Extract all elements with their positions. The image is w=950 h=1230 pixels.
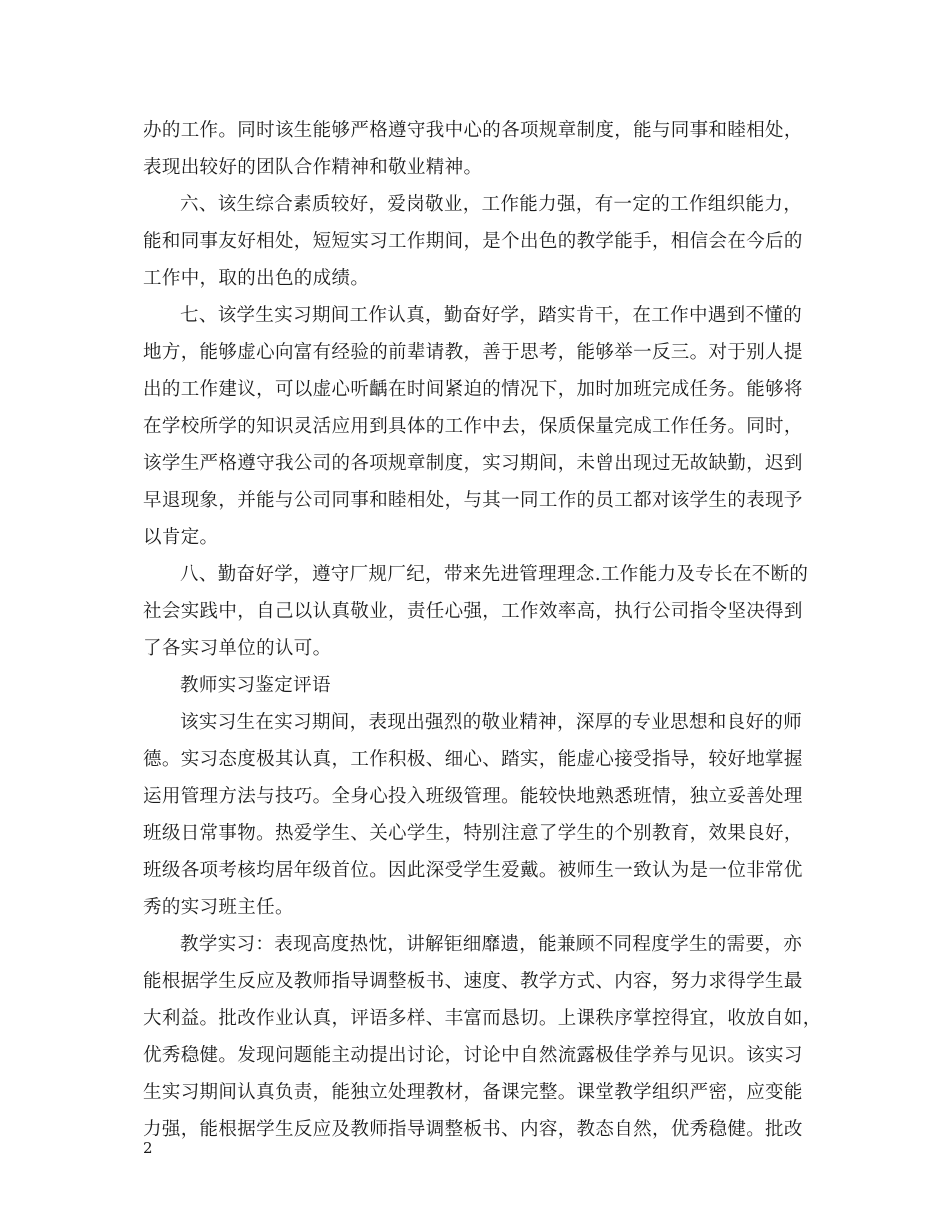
text-line: 表现出较好的团队合作精神和敬业精神。 [143,157,483,178]
text-line: 出的工作建议，可以虚心听齲在时间紧迫的情况下，加时加班完成任务。能够将 [143,379,803,400]
text-line: 该实习生在实习期间，表现出强烈的敬业精神，深厚的专业思想和良好的师 [180,712,803,733]
text-line: 了各实习单位的认可。 [143,638,332,659]
page-number: 2 [143,1139,153,1157]
document-body [143,112,822,1148]
text-line: 能根据学生反应及教师指导调整板书、速度、教学方式、内容，努力求得学生最 [143,971,803,992]
text-line: 在学校所学的知识灵活应用到具体的工作中去，保质保量完成工作任务。同时， [143,416,803,437]
text-line: 七、该学生实习期间工作认真，勤奋好学，踏实肯干，在工作中遇到不懂的 [180,305,803,326]
text-line: 班级日常事物。热爱学生、关心学生，特别注意了学生的个别教育，效果良好， [143,823,803,844]
text-line: 社会实践中，自己以认真敬业，责任心强，工作效率高，执行公司指令坚决得到 [143,601,803,622]
text-line: 德。实习态度极其认真，工作积极、细心、踏实，能虚心接受指导，较好地掌握 [143,749,803,770]
text-line: 力强，能根据学生反应及教师指导调整板书、内容，教态自然，优秀稳健。批改 [143,1119,803,1140]
text-line: 运用管理方法与技巧。全身心投入班级管理。能较快地熟悉班情，独立妥善处理 [143,786,803,807]
text-line: 教学实习：表现高度热忱，讲解钜细靡遗，能兼顾不同程度学生的需要，亦 [180,934,803,955]
text-line: 秀的实习班主任。 [143,897,294,918]
text-line: 以肯定。 [143,527,219,548]
text-line: 工作中，取的出色的成绩。 [143,268,370,289]
text-line: 早退现象，并能与公司同事和睦相处，与其一同工作的员工都对该学生的表现予 [143,490,803,511]
text-line: 班级各项考核均居年级首位。因此深受学生爱戴。被师生一致认为是一位非常优 [143,860,803,881]
text-line: 六、该生综合素质较好，爱岗敬业，工作能力强，有一定的工作组织能力， [180,194,803,215]
text-line: 优秀稳健。发现问题能主动提出讨论，讨论中自然流露极佳学养与见识。该实习 [143,1045,803,1066]
text-line: 大利益。批改作业认真，评语多样、丰富而恳切。上课秩序掌控得宜，收放自如， [143,1008,822,1029]
text-line: 生实习期间认真负责，能独立处理教材，备课完整。课堂教学组织严密，应变能 [143,1082,803,1103]
text-line: 地方，能够虚心向富有经验的前辈请教，善于思考，能够举一反三。对于别人提 [143,342,803,363]
text-line: 办的工作。同时该生能够严格遵守我中心的各项规章制度，能与同事和睦相处， [143,120,803,141]
text-line: 教师实习鉴定评语 [180,675,331,696]
text-line: 该学生严格遵守我公司的各项规章制度，实习期间，未曾出现过无故缺勤，迟到 [143,453,803,474]
text-line: 八、勤奋好学，遵守厂规厂纪，带来先进管理理念.工作能力及专长在不断的 [180,564,809,585]
text-line: 能和同事友好相处，短短实习工作期间，是个出色的教学能手，相信会在今后的 [143,231,803,252]
